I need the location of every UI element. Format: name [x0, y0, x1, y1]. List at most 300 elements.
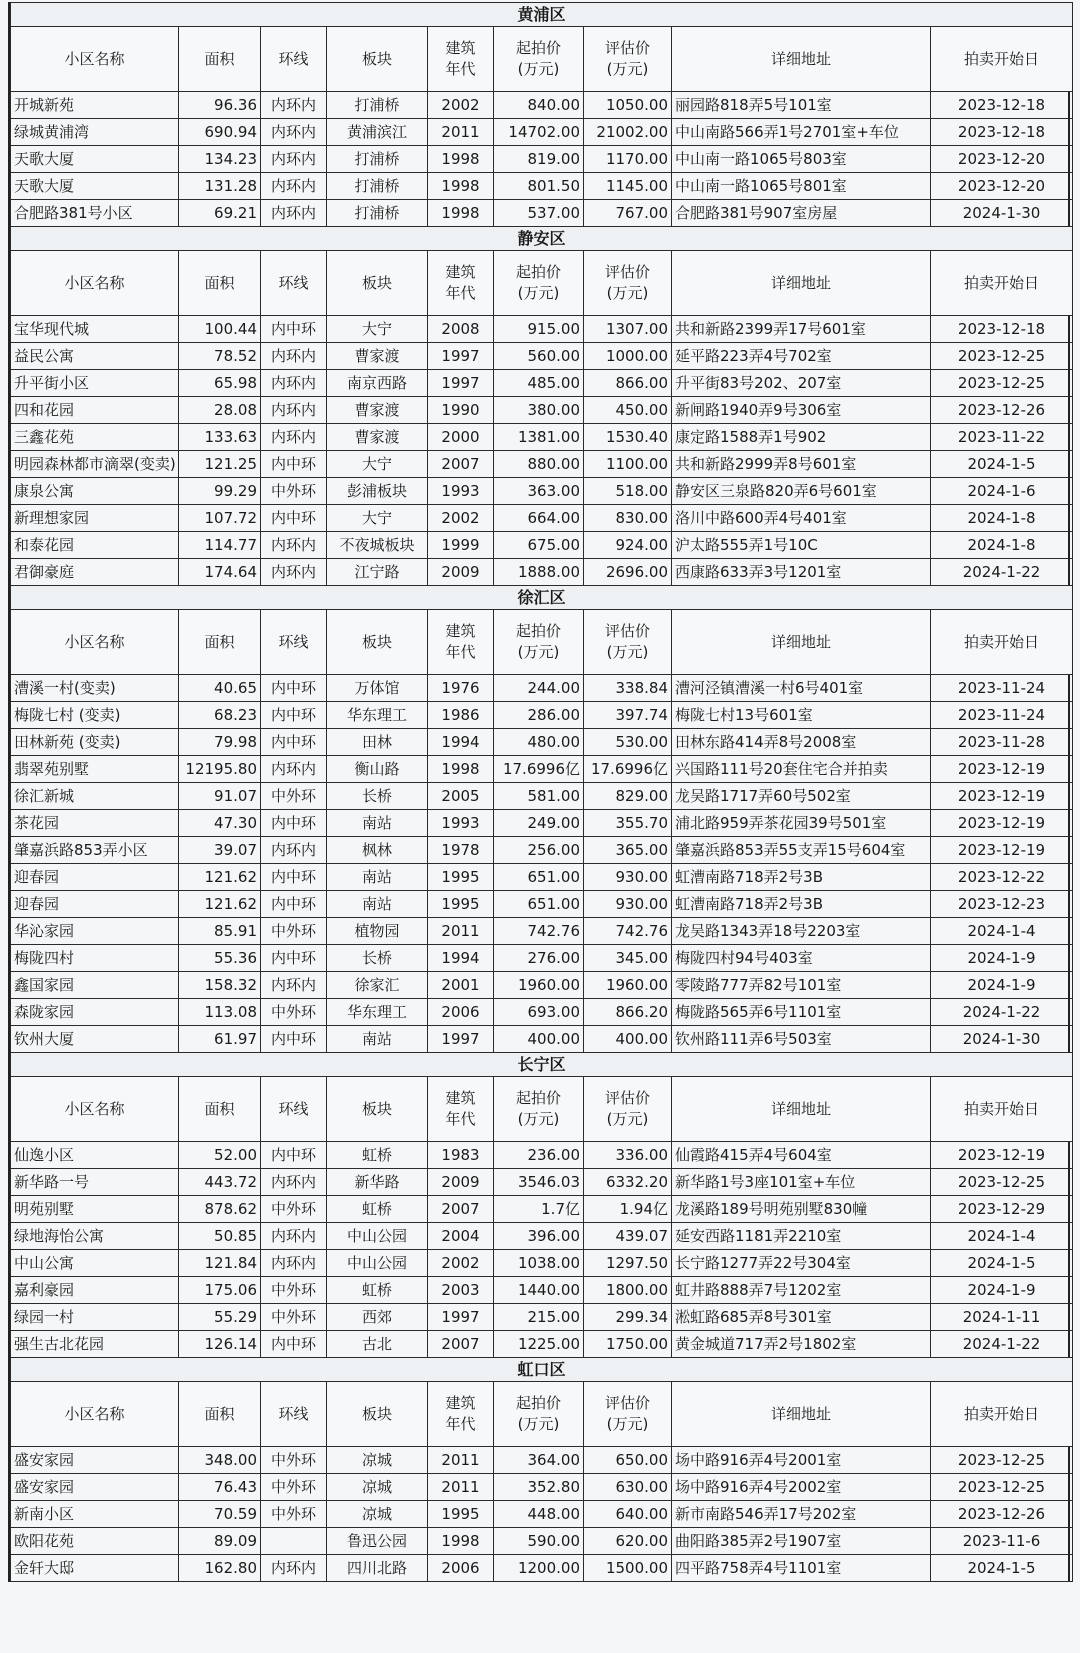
- cell-starting-price: 17.6996亿: [494, 756, 584, 783]
- cell-build-year: 1997: [428, 1304, 494, 1331]
- cell-appraised-price: 2696.00: [584, 559, 672, 586]
- cell-starting-price: 819.00: [494, 146, 584, 173]
- cell-zone: 徐家汇: [327, 972, 428, 999]
- cell-starting-price: 380.00: [494, 397, 584, 424]
- table-row: [11, 972, 1073, 999]
- column-header-name: 小区名称: [11, 251, 179, 316]
- cell-build-year: 1998: [428, 200, 494, 227]
- cell-community-name: 仙逸小区: [11, 1142, 179, 1169]
- column-header-row: [11, 27, 1073, 92]
- cell-starting-price: 286.00: [494, 702, 584, 729]
- cell-area: 348.00: [179, 1447, 261, 1474]
- cell-zone: 华东理工: [327, 999, 428, 1026]
- cell-starting-price: 14702.00: [494, 119, 584, 146]
- cell-area: 76.43: [179, 1474, 261, 1501]
- column-header-date: 拍卖开始日: [931, 1077, 1073, 1142]
- cell-address: 肇嘉浜路853弄55支弄15号604室: [672, 837, 931, 864]
- cell-area: 70.59: [179, 1501, 261, 1528]
- cell-build-year: 1998: [428, 756, 494, 783]
- cell-community-name: 益民公寓: [11, 343, 179, 370]
- table-row: [11, 729, 1073, 756]
- cell-appraised-price: 620.00: [584, 1528, 672, 1555]
- cell-address: 静安区三泉路820弄6号601室: [672, 478, 931, 505]
- cell-appraised-price: 1145.00: [584, 173, 672, 200]
- column-header-start: 起拍价 (万元): [494, 251, 584, 316]
- cell-auction-date: 2023-12-25: [931, 1169, 1073, 1196]
- column-header-addr: 详细地址: [672, 1077, 931, 1142]
- cell-community-name: 绿地海怡公寓: [11, 1223, 179, 1250]
- cell-ring-road: 内中环: [261, 316, 327, 343]
- cell-starting-price: 590.00: [494, 1528, 584, 1555]
- cell-zone: 南京西路: [327, 370, 428, 397]
- table-row: [11, 675, 1073, 702]
- cell-community-name: 新南小区: [11, 1501, 179, 1528]
- table-row: [11, 505, 1073, 532]
- cell-community-name: 迎春园: [11, 891, 179, 918]
- cell-starting-price: 244.00: [494, 675, 584, 702]
- cell-appraised-price: 1307.00: [584, 316, 672, 343]
- table-row: [11, 702, 1073, 729]
- column-header-eval: 评估价 (万元): [584, 1077, 672, 1142]
- cell-zone: 曹家渡: [327, 343, 428, 370]
- cell-address: 曲阳路385弄2号1907室: [672, 1528, 931, 1555]
- cell-address: 虹井路888弄7号1202室: [672, 1277, 931, 1304]
- district-title-row: [11, 1358, 1073, 1382]
- cell-community-name: 嘉利豪园: [11, 1277, 179, 1304]
- cell-ring-road: 内环内: [261, 119, 327, 146]
- cell-starting-price: 256.00: [494, 837, 584, 864]
- cell-community-name: 茶花园: [11, 810, 179, 837]
- cell-community-name: 迎春园: [11, 864, 179, 891]
- cell-starting-price: 651.00: [494, 891, 584, 918]
- column-header-ring: 环线: [261, 1077, 327, 1142]
- cell-appraised-price: 21002.00: [584, 119, 672, 146]
- table-row: [11, 999, 1073, 1026]
- cell-starting-price: 448.00: [494, 1501, 584, 1528]
- cell-auction-date: 2024-1-22: [931, 1331, 1073, 1358]
- cell-build-year: 1994: [428, 729, 494, 756]
- cell-starting-price: 915.00: [494, 316, 584, 343]
- cell-auction-date: 2024-1-5: [931, 451, 1073, 478]
- cell-ring-road: 内环内: [261, 1169, 327, 1196]
- cell-area: 121.62: [179, 864, 261, 891]
- cell-build-year: 1993: [428, 810, 494, 837]
- cell-auction-date: 2023-12-18: [931, 316, 1073, 343]
- cell-build-year: 1990: [428, 397, 494, 424]
- cell-community-name: 宝华现代城: [11, 316, 179, 343]
- cell-appraised-price: 1170.00: [584, 146, 672, 173]
- cell-community-name: 鑫国家园: [11, 972, 179, 999]
- cell-community-name: 开城新苑: [11, 92, 179, 119]
- cell-address: 龙吴路1343弄18号2203室: [672, 918, 931, 945]
- cell-address: 中山南路566弄1号2701室+车位: [672, 119, 931, 146]
- table-row: [11, 200, 1073, 227]
- cell-zone: 南站: [327, 810, 428, 837]
- cell-build-year: 2011: [428, 918, 494, 945]
- table-row: [11, 1223, 1073, 1250]
- cell-auction-date: 2023-11-28: [931, 729, 1073, 756]
- cell-ring-road: 中外环: [261, 1304, 327, 1331]
- cell-ring-road: 内环内: [261, 343, 327, 370]
- cell-appraised-price: 640.00: [584, 1501, 672, 1528]
- cell-build-year: 1997: [428, 1026, 494, 1053]
- cell-area: 121.84: [179, 1250, 261, 1277]
- cell-area: 28.08: [179, 397, 261, 424]
- cell-zone: 长桥: [327, 945, 428, 972]
- cell-auction-date: 2024-1-11: [931, 1304, 1073, 1331]
- cell-zone: 彭浦板块: [327, 478, 428, 505]
- cell-community-name: 强生古北花园: [11, 1331, 179, 1358]
- cell-ring-road: 中外环: [261, 1277, 327, 1304]
- cell-ring-road: 中外环: [261, 1447, 327, 1474]
- district-title-row: [11, 227, 1073, 251]
- cell-appraised-price: 1960.00: [584, 972, 672, 999]
- cell-starting-price: 249.00: [494, 810, 584, 837]
- cell-area: 162.80: [179, 1555, 261, 1582]
- cell-community-name: 四和花园: [11, 397, 179, 424]
- cell-appraised-price: 530.00: [584, 729, 672, 756]
- cell-appraised-price: 439.07: [584, 1223, 672, 1250]
- cell-auction-date: 2023-12-25: [931, 1447, 1073, 1474]
- table-row: [11, 1331, 1073, 1358]
- column-header-name: 小区名称: [11, 610, 179, 675]
- table-row: [11, 918, 1073, 945]
- column-header-ring: 环线: [261, 610, 327, 675]
- cell-community-name: 中山公寓: [11, 1250, 179, 1277]
- cell-auction-date: 2024-1-22: [931, 999, 1073, 1026]
- cell-area: 40.65: [179, 675, 261, 702]
- cell-ring-road: 内环内: [261, 972, 327, 999]
- cell-appraised-price: 336.00: [584, 1142, 672, 1169]
- cell-community-name: 盛安家园: [11, 1447, 179, 1474]
- cell-ring-road: 内环内: [261, 1250, 327, 1277]
- cell-address: 场中路916弄4号2002室: [672, 1474, 931, 1501]
- cell-address: 兴国路111号20套住宅合并拍卖: [672, 756, 931, 783]
- cell-starting-price: 840.00: [494, 92, 584, 119]
- district-title: 长宁区: [11, 1053, 1073, 1077]
- cell-build-year: 1997: [428, 370, 494, 397]
- cell-build-year: 2006: [428, 1555, 494, 1582]
- cell-starting-price: 363.00: [494, 478, 584, 505]
- column-header-area: 面积: [179, 1382, 261, 1447]
- cell-address: 虹漕南路718弄2号3B: [672, 864, 931, 891]
- cell-ring-road: [261, 1528, 327, 1555]
- cell-auction-date: 2023-12-20: [931, 146, 1073, 173]
- cell-appraised-price: 650.00: [584, 1447, 672, 1474]
- cell-ring-road: 内环内: [261, 837, 327, 864]
- cell-build-year: 2000: [428, 424, 494, 451]
- table-row: [11, 343, 1073, 370]
- cell-auction-date: 2023-11-22: [931, 424, 1073, 451]
- cell-auction-date: 2023-12-19: [931, 1142, 1073, 1169]
- cell-zone: 不夜城板块: [327, 532, 428, 559]
- table-row: [11, 1142, 1073, 1169]
- cell-appraised-price: 742.76: [584, 918, 672, 945]
- cell-area: 89.09: [179, 1528, 261, 1555]
- cell-build-year: 1983: [428, 1142, 494, 1169]
- cell-community-name: 天歌大厦: [11, 173, 179, 200]
- column-header-area: 面积: [179, 1077, 261, 1142]
- column-header-area: 面积: [179, 251, 261, 316]
- cell-ring-road: 内中环: [261, 702, 327, 729]
- cell-zone: 南站: [327, 864, 428, 891]
- cell-build-year: 2002: [428, 92, 494, 119]
- cell-ring-road: 内环内: [261, 92, 327, 119]
- cell-community-name: 梅陇七村 (变卖): [11, 702, 179, 729]
- cell-auction-date: 2024-1-9: [931, 1277, 1073, 1304]
- cell-auction-date: 2024-1-4: [931, 918, 1073, 945]
- cell-address: 虹漕南路718弄2号3B: [672, 891, 931, 918]
- column-header-zone: 板块: [327, 251, 428, 316]
- cell-zone: 大宁: [327, 505, 428, 532]
- cell-starting-price: 537.00: [494, 200, 584, 227]
- column-header-row: [11, 1382, 1073, 1447]
- cell-auction-date: 2024-1-5: [931, 1250, 1073, 1277]
- cell-appraised-price: 1800.00: [584, 1277, 672, 1304]
- cell-appraised-price: 400.00: [584, 1026, 672, 1053]
- district-title: 虹口区: [11, 1358, 1073, 1382]
- table-row: [11, 397, 1073, 424]
- cell-area: 133.63: [179, 424, 261, 451]
- cell-community-name: 新理想家园: [11, 505, 179, 532]
- cell-address: 钦州路111弄6号503室: [672, 1026, 931, 1053]
- cell-starting-price: 664.00: [494, 505, 584, 532]
- cell-appraised-price: 630.00: [584, 1474, 672, 1501]
- cell-starting-price: 1225.00: [494, 1331, 584, 1358]
- cell-zone: 打浦桥: [327, 92, 428, 119]
- cell-zone: 鲁迅公园: [327, 1528, 428, 1555]
- cell-build-year: 1997: [428, 343, 494, 370]
- cell-build-year: 1995: [428, 1501, 494, 1528]
- cell-ring-road: 内中环: [261, 891, 327, 918]
- column-header-year: 建筑 年代: [428, 610, 494, 675]
- cell-appraised-price: 17.6996亿: [584, 756, 672, 783]
- cell-address: 新闸路1940弄9号306室: [672, 397, 931, 424]
- cell-community-name: 森陇家园: [11, 999, 179, 1026]
- column-header-date: 拍卖开始日: [931, 27, 1073, 92]
- cell-ring-road: 内中环: [261, 1026, 327, 1053]
- cell-starting-price: 364.00: [494, 1447, 584, 1474]
- cell-auction-date: 2023-12-26: [931, 1501, 1073, 1528]
- district-title: 徐汇区: [11, 586, 1073, 610]
- cell-area: 69.21: [179, 200, 261, 227]
- column-header-eval: 评估价 (万元): [584, 27, 672, 92]
- cell-zone: 虹桥: [327, 1142, 428, 1169]
- cell-auction-date: 2023-12-19: [931, 837, 1073, 864]
- auction-table: [10, 2, 1073, 1582]
- cell-starting-price: 1888.00: [494, 559, 584, 586]
- cell-area: 55.36: [179, 945, 261, 972]
- cell-build-year: 2007: [428, 1331, 494, 1358]
- cell-area: 121.25: [179, 451, 261, 478]
- cell-ring-road: 内中环: [261, 1142, 327, 1169]
- cell-starting-price: 1381.00: [494, 424, 584, 451]
- column-header-row: [11, 1077, 1073, 1142]
- table-row: [11, 756, 1073, 783]
- table-row: [11, 559, 1073, 586]
- cell-address: 新华路1号3座101室+车位: [672, 1169, 931, 1196]
- cell-community-name: 漕溪一村(变卖): [11, 675, 179, 702]
- cell-appraised-price: 1750.00: [584, 1331, 672, 1358]
- cell-auction-date: 2023-12-26: [931, 397, 1073, 424]
- cell-starting-price: 693.00: [494, 999, 584, 1026]
- cell-auction-date: 2023-12-19: [931, 810, 1073, 837]
- cell-ring-road: 内中环: [261, 505, 327, 532]
- cell-area: 12195.80: [179, 756, 261, 783]
- cell-build-year: 2008: [428, 316, 494, 343]
- cell-auction-date: 2023-12-25: [931, 370, 1073, 397]
- cell-zone: 打浦桥: [327, 146, 428, 173]
- table-row: [11, 478, 1073, 505]
- cell-ring-road: 内环内: [261, 173, 327, 200]
- table-row: [11, 837, 1073, 864]
- cell-auction-date: 2023-11-24: [931, 702, 1073, 729]
- cell-build-year: 2001: [428, 972, 494, 999]
- cell-address: 龙溪路189号明苑别墅830幢: [672, 1196, 931, 1223]
- cell-appraised-price: 1000.00: [584, 343, 672, 370]
- cell-area: 126.14: [179, 1331, 261, 1358]
- cell-build-year: 1993: [428, 478, 494, 505]
- table-row: [11, 119, 1073, 146]
- cell-zone: 虹桥: [327, 1277, 428, 1304]
- district-title: 静安区: [11, 227, 1073, 251]
- cell-address: 田林东路414弄8号2008室: [672, 729, 931, 756]
- table-row: [11, 1555, 1073, 1582]
- column-header-date: 拍卖开始日: [931, 1382, 1073, 1447]
- column-header-row: [11, 251, 1073, 316]
- cell-auction-date: 2024-1-30: [931, 200, 1073, 227]
- cell-ring-road: 内环内: [261, 532, 327, 559]
- cell-build-year: 1995: [428, 891, 494, 918]
- cell-zone: 凉城: [327, 1474, 428, 1501]
- cell-build-year: 1998: [428, 146, 494, 173]
- cell-appraised-price: 365.00: [584, 837, 672, 864]
- cell-ring-road: 内环内: [261, 424, 327, 451]
- cell-community-name: 和泰花园: [11, 532, 179, 559]
- cell-area: 52.00: [179, 1142, 261, 1169]
- cell-zone: 黄浦滨江: [327, 119, 428, 146]
- cell-zone: 南站: [327, 1026, 428, 1053]
- cell-appraised-price: 866.20: [584, 999, 672, 1026]
- cell-build-year: 2002: [428, 505, 494, 532]
- cell-area: 61.97: [179, 1026, 261, 1053]
- cell-appraised-price: 1500.00: [584, 1555, 672, 1582]
- cell-address: 梅陇七村13号601室: [672, 702, 931, 729]
- cell-auction-date: 2024-1-22: [931, 559, 1073, 586]
- cell-ring-road: 内中环: [261, 945, 327, 972]
- cell-address: 丽园路818弄5号101室: [672, 92, 931, 119]
- cell-community-name: 盛安家园: [11, 1474, 179, 1501]
- table-body: [11, 3, 1073, 1582]
- auction-listing-sheet: [8, 2, 1070, 1582]
- column-header-eval: 评估价 (万元): [584, 610, 672, 675]
- district-title-row: [11, 3, 1073, 27]
- cell-starting-price: 396.00: [494, 1223, 584, 1250]
- cell-area: 690.94: [179, 119, 261, 146]
- cell-address: 长宁路1277弄22号304室: [672, 1250, 931, 1277]
- column-header-year: 建筑 年代: [428, 1077, 494, 1142]
- column-header-ring: 环线: [261, 27, 327, 92]
- cell-starting-price: 651.00: [494, 864, 584, 891]
- cell-ring-road: 中外环: [261, 1196, 327, 1223]
- cell-zone: 凉城: [327, 1501, 428, 1528]
- table-row: [11, 1196, 1073, 1223]
- cell-community-name: 天歌大厦: [11, 146, 179, 173]
- cell-appraised-price: 397.74: [584, 702, 672, 729]
- cell-zone: 大宁: [327, 316, 428, 343]
- cell-community-name: 欧阳花苑: [11, 1528, 179, 1555]
- cell-community-name: 华沁家园: [11, 918, 179, 945]
- cell-appraised-price: 1530.40: [584, 424, 672, 451]
- cell-auction-date: 2023-12-20: [931, 173, 1073, 200]
- cell-zone: 万体馆: [327, 675, 428, 702]
- table-row: [11, 1026, 1073, 1053]
- column-header-eval: 评估价 (万元): [584, 251, 672, 316]
- column-header-zone: 板块: [327, 610, 428, 675]
- cell-build-year: 2009: [428, 559, 494, 586]
- column-header-name: 小区名称: [11, 27, 179, 92]
- cell-address: 零陵路777弄82号101室: [672, 972, 931, 999]
- table-row: [11, 864, 1073, 891]
- table-row: [11, 783, 1073, 810]
- cell-appraised-price: 6332.20: [584, 1169, 672, 1196]
- column-header-zone: 板块: [327, 27, 428, 92]
- cell-address: 中山南一路1065号801室: [672, 173, 931, 200]
- table-row: [11, 1528, 1073, 1555]
- cell-zone: 西郊: [327, 1304, 428, 1331]
- cell-ring-road: 内环内: [261, 200, 327, 227]
- cell-address: 合肥路381号907室房屋: [672, 200, 931, 227]
- cell-build-year: 2007: [428, 1196, 494, 1223]
- cell-ring-road: 内环内: [261, 1223, 327, 1250]
- table-row: [11, 532, 1073, 559]
- cell-starting-price: 581.00: [494, 783, 584, 810]
- column-header-area: 面积: [179, 27, 261, 92]
- cell-address: 梅陇四村94号403室: [672, 945, 931, 972]
- cell-build-year: 2009: [428, 1169, 494, 1196]
- cell-community-name: 三鑫花苑: [11, 424, 179, 451]
- cell-area: 131.28: [179, 173, 261, 200]
- cell-build-year: 1994: [428, 945, 494, 972]
- cell-ring-road: 中外环: [261, 783, 327, 810]
- district-title-row: [11, 1053, 1073, 1077]
- cell-address: 洛川中路600弄4号401室: [672, 505, 931, 532]
- column-header-addr: 详细地址: [672, 610, 931, 675]
- cell-zone: 曹家渡: [327, 424, 428, 451]
- cell-build-year: 2011: [428, 1474, 494, 1501]
- cell-address: 场中路916弄4号2001室: [672, 1447, 931, 1474]
- district-title-row: [11, 586, 1073, 610]
- cell-auction-date: 2023-12-23: [931, 891, 1073, 918]
- column-header-addr: 详细地址: [672, 1382, 931, 1447]
- cell-community-name: 绿城黄浦湾: [11, 119, 179, 146]
- cell-address: 西康路633弄3号1201室: [672, 559, 931, 586]
- table-row: [11, 146, 1073, 173]
- cell-ring-road: 内环内: [261, 559, 327, 586]
- cell-area: 68.23: [179, 702, 261, 729]
- table-row: [11, 1474, 1073, 1501]
- cell-build-year: 1986: [428, 702, 494, 729]
- table-row: [11, 1501, 1073, 1528]
- column-header-year: 建筑 年代: [428, 1382, 494, 1447]
- table-row: [11, 316, 1073, 343]
- cell-starting-price: 1440.00: [494, 1277, 584, 1304]
- cell-auction-date: 2023-11-24: [931, 675, 1073, 702]
- cell-ring-road: 内环内: [261, 756, 327, 783]
- cell-zone: 南站: [327, 891, 428, 918]
- cell-appraised-price: 830.00: [584, 505, 672, 532]
- cell-zone: 中山公园: [327, 1250, 428, 1277]
